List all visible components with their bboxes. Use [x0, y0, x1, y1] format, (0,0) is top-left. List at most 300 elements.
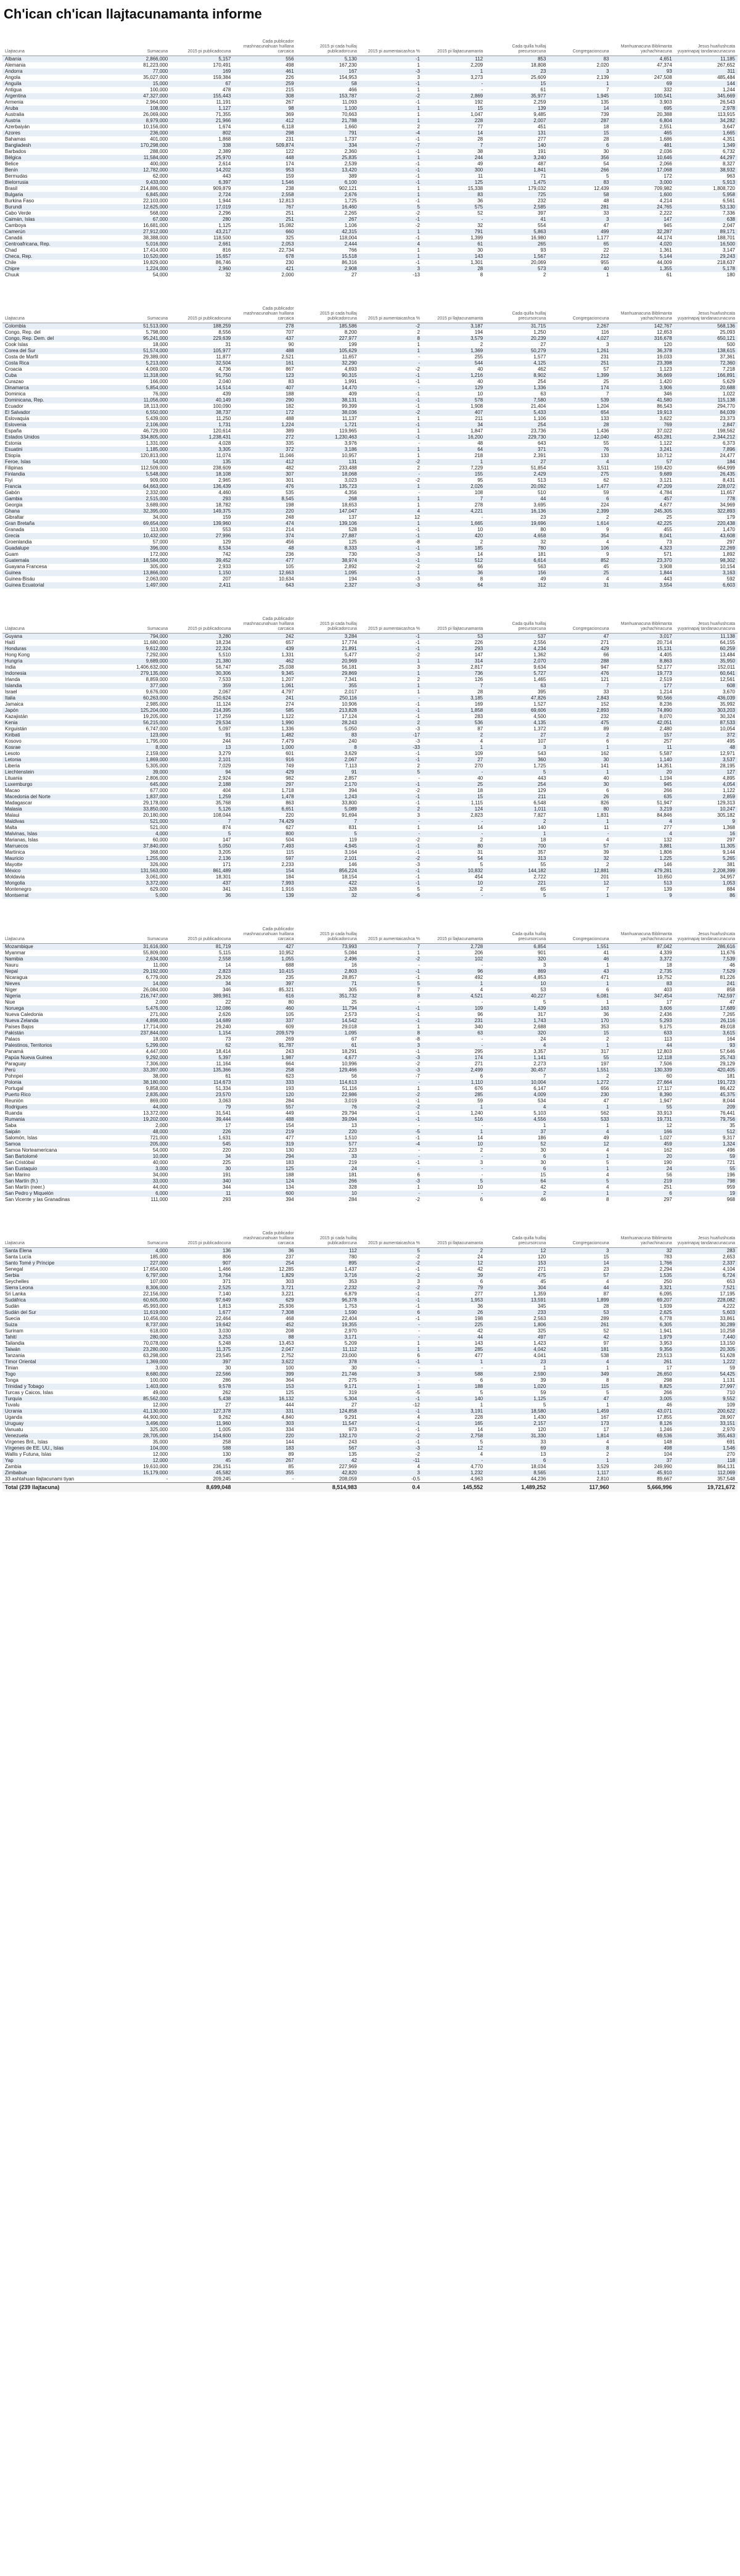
table-cell: 188,701	[675, 235, 738, 241]
table-row	[2, 167, 738, 173]
country-name: Azores	[2, 130, 107, 136]
table-cell: -	[422, 1166, 485, 1172]
table-cell: 3,689,000	[107, 502, 170, 508]
table-cell: 1,423	[485, 1340, 548, 1347]
table-cell: 32	[297, 893, 360, 899]
table-cell: 93	[485, 247, 548, 254]
column-header: Sumacuna	[107, 28, 170, 56]
country-name: Kazajistán	[2, 714, 107, 720]
table-cell: 1,240	[422, 1110, 485, 1117]
table-cell: -	[233, 1476, 296, 1483]
table-cell: 198	[233, 502, 296, 508]
table-cell: 2,634,000	[107, 956, 170, 962]
table-cell: 1,127	[170, 105, 233, 112]
country-name: Zimbabue	[2, 1470, 107, 1476]
table-cell: 62	[548, 477, 611, 484]
table-cell: 2,480	[612, 726, 675, 732]
table-cell: 462	[233, 658, 296, 664]
table-cell: 170,298,000	[107, 142, 170, 149]
table-cell: 226	[422, 640, 485, 646]
table-cell: 10,957	[297, 453, 360, 459]
table-cell: 6	[485, 1154, 548, 1160]
table-cell: 225	[422, 1322, 485, 1328]
table-cell: -2	[360, 1061, 422, 1067]
table-cell: 76	[297, 1104, 360, 1110]
table-cell: 1	[360, 87, 422, 93]
table-cell: 460	[233, 1005, 296, 1012]
table-cell: 512	[675, 1129, 738, 1135]
table-cell: 54	[422, 856, 485, 862]
table-row	[2, 570, 738, 576]
table-cell: 25,038	[233, 664, 296, 671]
table-cell: 30	[548, 149, 611, 155]
table-cell: 478	[170, 87, 233, 93]
table-cell: 7,533	[170, 677, 233, 683]
table-cell: -4	[360, 130, 422, 136]
table-cell: 18,068	[297, 471, 360, 477]
column-header: Cada quilla huillaj precursorcuna	[485, 28, 548, 56]
table-cell: 120,813,000	[107, 453, 170, 459]
table-cell: 1,244	[675, 87, 738, 93]
table-cell: 67,000	[107, 217, 170, 223]
table-cell: 2,843	[548, 695, 611, 701]
table-cell: 19	[675, 1191, 738, 1197]
table-cell: 294,770	[675, 403, 738, 410]
table-cell: 8,070	[612, 714, 675, 720]
table-cell: 3,185	[422, 695, 485, 701]
table-cell: 219	[297, 1160, 360, 1166]
country-name: Santa Elena	[2, 1248, 107, 1255]
table-cell: 171	[170, 862, 233, 868]
table-cell: 30	[170, 1365, 233, 1371]
table-cell: 227,969	[297, 1464, 360, 1470]
table-cell: 2,857	[297, 775, 360, 782]
table-cell: 982	[233, 775, 296, 782]
table-row	[2, 658, 738, 664]
table-row	[2, 714, 738, 720]
table-cell: 12	[360, 514, 422, 521]
table-cell: 1	[360, 825, 422, 831]
column-header: Cada publicador mashnacunahuan huillana carcaica	[233, 1220, 296, 1248]
table-cell: 241	[233, 695, 296, 701]
table-cell: 1,527	[485, 701, 548, 708]
table-cell: 280	[170, 217, 233, 223]
table-cell: 45	[548, 564, 611, 570]
table-row	[2, 576, 738, 582]
table-cell: 153	[485, 1260, 548, 1266]
table-row	[2, 732, 738, 738]
table-cell: 798	[675, 1178, 738, 1184]
table-cell: -1	[360, 434, 422, 440]
table-cell: 112,069	[675, 1470, 738, 1476]
table-cell: 11,250	[170, 416, 233, 422]
table-cell: 869,000	[107, 1098, 170, 1104]
column-header: 2015 pi cada huillaj publicadorcuna	[297, 606, 360, 634]
country-name: San Cristóbal	[2, 1160, 107, 1166]
table-cell: 5,603	[675, 1310, 738, 1316]
table-cell: 227,000	[107, 1260, 170, 1266]
table-cell: 2,653	[675, 1254, 738, 1260]
country-name: Costa Rica	[2, 360, 107, 366]
table-cell: 5,629	[675, 379, 738, 385]
table-cell: 2,558	[233, 192, 296, 198]
table-cell: 5,299,000	[107, 1042, 170, 1049]
table-cell: -	[422, 769, 485, 775]
table-cell: 201	[548, 874, 611, 880]
table-cell: 305	[297, 987, 360, 993]
table-cell: 5,438	[170, 1396, 233, 1402]
table-cell: 15	[485, 81, 548, 87]
table-cell: 2,000	[107, 1123, 170, 1129]
table-cell: -2	[360, 1092, 422, 1098]
table-cell: 4,339	[612, 950, 675, 956]
table-cell: 4	[548, 837, 611, 843]
table-cell: 4	[548, 459, 611, 465]
table-cell: 45	[485, 1279, 548, 1285]
table-cell: 30	[485, 1147, 548, 1154]
table-cell: 346	[612, 391, 675, 397]
table-cell: 1,808,720	[675, 186, 738, 192]
table-cell: 6,147	[485, 1086, 548, 1092]
table-cell: 14,202	[170, 167, 233, 173]
table-cell: 4,853	[485, 975, 548, 981]
table-cell: 477	[422, 1353, 485, 1359]
table-cell: 15,518	[297, 254, 360, 260]
table-row	[2, 751, 738, 757]
table-cell: 31,616,000	[107, 944, 170, 951]
table-cell: 16,500	[675, 241, 738, 247]
table-cell: 114,673	[170, 1080, 233, 1086]
table-cell: 864,131	[675, 1464, 738, 1470]
table-cell: 618,000	[107, 1328, 170, 1334]
table-cell: 41	[548, 950, 611, 956]
table-cell: 21,891	[297, 646, 360, 652]
table-cell: 212	[548, 254, 611, 260]
table-cell: 5,548,000	[107, 471, 170, 477]
table-cell: 2	[360, 329, 422, 336]
table-cell: 86,543	[612, 403, 675, 410]
country-name: Marianas, Islas	[2, 837, 107, 843]
table-cell: 826	[548, 800, 611, 806]
table-cell: 3,881	[612, 843, 675, 849]
country-name: Venezuela	[2, 1433, 107, 1439]
table-cell: 9,433,000	[107, 180, 170, 186]
country-table	[2, 295, 738, 588]
table-cell: 5,477	[297, 652, 360, 658]
table-row	[2, 944, 738, 951]
table-cell: 26	[422, 1310, 485, 1316]
table-row	[2, 812, 738, 819]
table-cell: 1,125	[170, 223, 233, 229]
table-cell: 278	[422, 502, 485, 508]
table-row	[2, 142, 738, 149]
table-cell: 71	[297, 981, 360, 987]
country-name: Nueva Zelanda	[2, 1018, 107, 1024]
table-cell: -1	[360, 99, 422, 105]
table-cell: 955	[548, 260, 611, 266]
table-cell: -3	[360, 862, 422, 868]
table-cell: 15,082	[233, 223, 296, 229]
country-name: Bangladesh	[2, 142, 107, 149]
table-cell: 81,223,000	[107, 62, 170, 68]
table-cell: 35,768	[170, 800, 233, 806]
table-cell: 77	[422, 124, 485, 130]
table-cell: 378	[297, 1359, 360, 1365]
table-cell: 1	[548, 962, 611, 968]
table-cell: 11,137	[297, 416, 360, 422]
table-cell: 254	[485, 782, 548, 788]
table-cell: 19,913	[612, 410, 675, 416]
table-cell: 109	[422, 751, 485, 757]
country-name: Francia	[2, 484, 107, 490]
table-cell: 1,224,000	[107, 266, 170, 272]
table-cell: 2,327	[297, 582, 360, 588]
table-cell: 653	[675, 1279, 738, 1285]
table-cell: 7,539	[675, 956, 738, 962]
table-cell: 35,992	[675, 701, 738, 708]
table-row	[2, 385, 738, 391]
table-cell: 1	[485, 831, 548, 837]
country-name: Angola	[2, 75, 107, 81]
table-cell: -5	[360, 1390, 422, 1396]
table-cell: 15	[422, 105, 485, 112]
table-cell: 736	[422, 671, 485, 677]
table-cell: 220	[297, 1129, 360, 1135]
table-cell: 8,534	[170, 545, 233, 551]
table-cell: 4	[612, 819, 675, 825]
table-row	[2, 1353, 738, 1359]
table-cell: 4	[548, 1439, 611, 1445]
table-cell: 1,945	[548, 93, 611, 99]
country-name: Nieves	[2, 981, 107, 987]
country-name: Nepal	[2, 968, 107, 975]
table-cell: 277	[485, 136, 548, 142]
table-cell: 394	[297, 788, 360, 794]
table-cell: 709,982	[612, 186, 675, 192]
table-cell: 181	[485, 551, 548, 558]
table-cell: 172,000	[107, 551, 170, 558]
country-name: San Martín (fr.)	[2, 1178, 107, 1184]
table-cell: 664	[233, 1061, 296, 1067]
table-cell: 1,829	[233, 1273, 296, 1279]
table-cell: 147	[612, 217, 675, 223]
table-cell: 229,730	[485, 434, 548, 440]
table-cell: 4	[548, 1279, 611, 1285]
table-cell: 3,005	[612, 1396, 675, 1402]
table-cell: 166,891	[675, 373, 738, 379]
table-cell: 5	[485, 999, 548, 1005]
country-name: Etiopía	[2, 453, 107, 459]
table-cell: 177	[612, 683, 675, 689]
table-cell: 456	[233, 539, 296, 545]
table-row	[2, 87, 738, 93]
table-cell: 79,756	[675, 1117, 738, 1123]
table-cell: 27	[170, 1402, 233, 1408]
table-cell: 20	[612, 769, 675, 775]
table-cell: 288	[548, 658, 611, 664]
table-row	[2, 788, 738, 794]
table-cell: 452	[233, 1322, 296, 1328]
table-cell: -1	[360, 968, 422, 975]
table-cell: 261	[548, 1322, 611, 1328]
table-cell: 297	[675, 539, 738, 545]
table-cell: 155,443	[170, 93, 233, 99]
table-cell: 616	[233, 993, 296, 999]
table-cell: -1	[360, 1110, 422, 1117]
table-cell: -1	[360, 634, 422, 640]
table-cell: 108,000	[107, 105, 170, 112]
table-cell: 14	[548, 105, 611, 112]
table-cell: 37	[485, 1129, 548, 1135]
table-cell: 1	[548, 1104, 611, 1110]
table-cell: 63	[422, 1030, 485, 1036]
table-cell: 22,404	[297, 1316, 360, 1322]
table-cell: 654	[548, 410, 611, 416]
table-cell: 143	[422, 1340, 485, 1347]
table-cell: 181	[675, 1073, 738, 1080]
table-cell: 537	[485, 634, 548, 640]
table-cell: 1	[548, 1154, 611, 1160]
table-cell: 80	[548, 806, 611, 812]
table-row	[2, 987, 738, 993]
table-cell: 45,910	[612, 1470, 675, 1476]
table-cell: 162	[612, 1147, 675, 1154]
country-name: Taiwán	[2, 1347, 107, 1353]
country-name: Myanmar	[2, 950, 107, 956]
table-cell: 806	[170, 1254, 233, 1260]
country-name: Ghana	[2, 508, 107, 514]
table-row	[2, 1197, 738, 1203]
table-cell: 154	[233, 868, 296, 874]
table-cell: 427	[233, 944, 296, 951]
country-name: Congo, Rep. del	[2, 329, 107, 336]
table-cell: 407	[233, 385, 296, 391]
table-cell: 485,484	[675, 75, 738, 81]
country-name: Yap	[2, 1458, 107, 1464]
table-cell: 443	[612, 576, 675, 582]
table-cell: 534	[485, 1098, 548, 1104]
country-name: Feroe, Islas	[2, 459, 107, 465]
table-cell: 167	[548, 1414, 611, 1421]
table-cell: 4,069,000	[107, 366, 170, 373]
table-cell: 5,305,000	[107, 763, 170, 769]
table-row	[2, 155, 738, 161]
table-cell: -	[360, 1334, 422, 1340]
column-header: Jesus huañushcata yuyarinapaj tandanacunacuna	[675, 295, 738, 323]
table-row	[2, 508, 738, 514]
table-cell: 5	[360, 769, 422, 775]
table-cell: -3	[360, 1445, 422, 1451]
table-cell: 27	[297, 272, 360, 278]
table-cell: 676	[422, 1086, 485, 1092]
total-cell	[107, 1483, 170, 1492]
table-cell: 448	[233, 155, 296, 161]
table-cell: 119,965	[297, 428, 360, 434]
country-name: Nicaragua	[2, 975, 107, 981]
country-name: Austria	[2, 118, 107, 124]
country-name: Canadá	[2, 235, 107, 241]
table-cell: 1,399	[548, 373, 611, 379]
table-cell: 4,323	[612, 545, 675, 551]
table-row	[2, 726, 738, 732]
table-cell: 93	[675, 1042, 738, 1049]
table-cell: 3	[422, 1160, 485, 1166]
table-cell: 4	[360, 241, 422, 247]
table-cell: 136	[170, 1248, 233, 1255]
table-cell: -1	[360, 260, 422, 266]
table-cell: 8	[422, 576, 485, 582]
table-cell: 65	[485, 886, 548, 893]
table-cell: 2,590	[485, 1371, 548, 1377]
table-cell: 48	[675, 745, 738, 751]
table-cell: 46	[675, 962, 738, 968]
table-cell: 312	[485, 582, 548, 588]
table-row	[2, 1396, 738, 1402]
table-cell: -1	[360, 1018, 422, 1024]
table-cell: 59	[675, 1365, 738, 1371]
table-cell: 554	[485, 223, 548, 229]
table-cell: 44	[548, 1285, 611, 1291]
table-cell: 6,804	[612, 118, 675, 124]
table-cell: 240	[297, 738, 360, 745]
table-cell: 5,958	[675, 192, 738, 198]
table-row	[2, 99, 738, 105]
table-cell: 39,094	[297, 1117, 360, 1123]
table-cell: 19,696	[485, 521, 548, 527]
country-name: Burkina Faso	[2, 198, 107, 204]
table-row	[2, 1310, 738, 1316]
table-cell: 2,136	[170, 856, 233, 862]
country-name: Camboya	[2, 223, 107, 229]
table-cell: 9	[548, 551, 611, 558]
country-name: Tanzania	[2, 1353, 107, 1359]
table-cell: 61	[170, 1073, 233, 1080]
table-cell: 8	[297, 745, 360, 751]
table-cell: 353	[297, 1279, 360, 1285]
table-cell: 2,728	[422, 944, 485, 951]
table-cell: 1,753	[297, 1303, 360, 1310]
table-cell: 192	[422, 99, 485, 105]
table-cell: 347,454	[612, 993, 675, 999]
table-cell: 1,869,000	[107, 757, 170, 763]
table-cell: 289	[548, 1316, 611, 1322]
table-cell: 86	[675, 893, 738, 899]
table-cell: 255	[422, 354, 485, 360]
table-cell: 3,121	[612, 477, 675, 484]
total-cell	[233, 1483, 296, 1492]
table-cell: -2	[360, 93, 422, 99]
table-cell: 5,476,000	[107, 1005, 170, 1012]
table-cell: 1	[360, 112, 422, 118]
country-name: Reunión	[2, 1098, 107, 1104]
table-cell: -7	[360, 142, 422, 149]
table-cell: 87	[422, 726, 485, 732]
table-cell: 2,978	[675, 105, 738, 112]
table-cell: -1	[360, 198, 422, 204]
table-cell: 439	[233, 646, 296, 652]
table-cell: 345	[485, 1303, 548, 1310]
table-cell: 179,032	[485, 186, 548, 192]
table-cell: 232	[485, 198, 548, 204]
table-cell: 20,239	[485, 336, 548, 342]
table-cell: 1,482	[233, 732, 296, 738]
country-name: México	[2, 868, 107, 874]
table-cell: 657	[233, 640, 296, 646]
table-cell: 5,000	[107, 893, 170, 899]
table-cell: 1,430	[485, 1414, 548, 1421]
table-cell: 538	[548, 1353, 611, 1359]
table-cell: 2,273	[485, 1061, 548, 1067]
